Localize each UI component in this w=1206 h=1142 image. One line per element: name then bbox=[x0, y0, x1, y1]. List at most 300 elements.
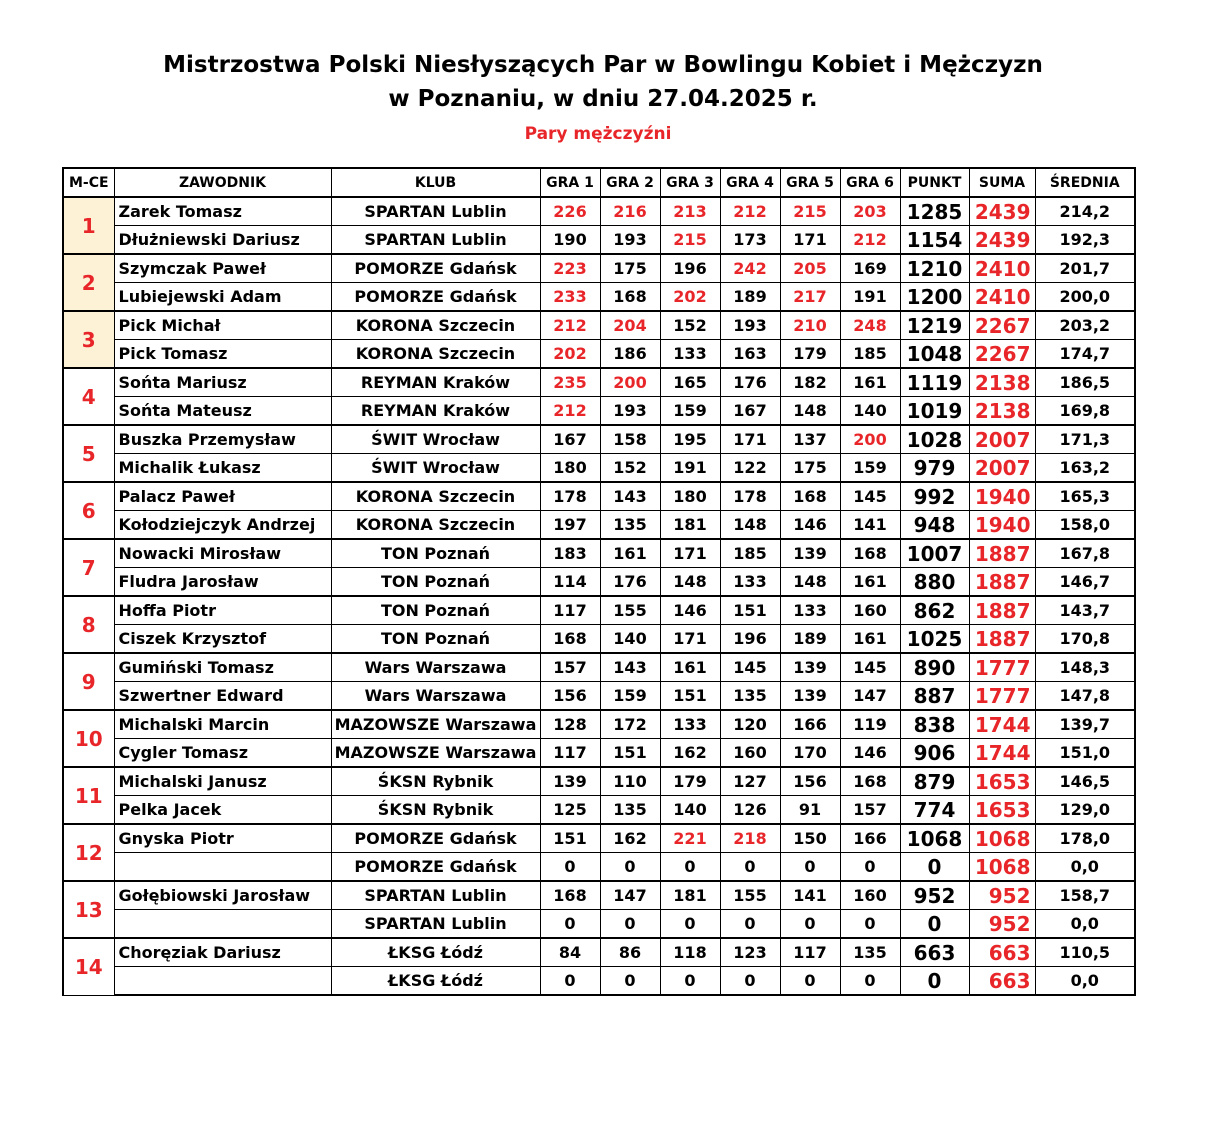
player-name: Pick Tomasz bbox=[114, 340, 331, 369]
game-score: 159 bbox=[600, 682, 660, 711]
document-title bbox=[0, 48, 1206, 116]
suma-cell: 1777 bbox=[969, 653, 1035, 682]
column-header: GRA 5 bbox=[780, 168, 840, 197]
game-score: 178 bbox=[540, 482, 600, 511]
place-cell: 11 bbox=[63, 767, 114, 824]
punkt-cell: 1025 bbox=[900, 625, 969, 654]
srednia-cell: 143,7 bbox=[1035, 596, 1135, 625]
game-score: 185 bbox=[840, 340, 900, 369]
game-score: 175 bbox=[780, 454, 840, 483]
srednia-cell: 0,0 bbox=[1035, 967, 1135, 996]
club-name: SPARTAN Lublin bbox=[331, 881, 540, 910]
place-cell: 8 bbox=[63, 596, 114, 653]
game-score: 162 bbox=[600, 824, 660, 853]
game-score: 165 bbox=[660, 368, 720, 397]
game-score: 160 bbox=[720, 739, 780, 768]
player-name: Michalik Łukasz bbox=[114, 454, 331, 483]
punkt-cell: 906 bbox=[900, 739, 969, 768]
game-score: 167 bbox=[540, 425, 600, 454]
club-name: ŚKSN Rybnik bbox=[331, 767, 540, 796]
suma-cell: 1887 bbox=[969, 568, 1035, 597]
suma-cell: 2410 bbox=[969, 283, 1035, 312]
game-score: 181 bbox=[660, 511, 720, 540]
place-cell: 4 bbox=[63, 368, 114, 425]
table-row bbox=[63, 397, 1135, 426]
column-header: ŚREDNIA bbox=[1035, 168, 1135, 197]
suma-cell: 1887 bbox=[969, 596, 1035, 625]
title-line-1: Mistrzostwa Polski Niesłyszących Par w Bowlingu Kobiet i Mężczyzn bbox=[163, 52, 1043, 78]
game-score: 155 bbox=[720, 881, 780, 910]
srednia-cell: 139,7 bbox=[1035, 710, 1135, 739]
table-row bbox=[63, 767, 1135, 796]
game-score: 120 bbox=[720, 710, 780, 739]
game-score: 118 bbox=[660, 938, 720, 967]
table-row bbox=[63, 254, 1135, 283]
game-score: 145 bbox=[840, 653, 900, 682]
game-score: 189 bbox=[720, 283, 780, 312]
player-name: Gumiński Tomasz bbox=[114, 653, 331, 682]
punkt-cell: 879 bbox=[900, 767, 969, 796]
table-row bbox=[63, 197, 1135, 226]
table-row bbox=[63, 311, 1135, 340]
game-score: 110 bbox=[600, 767, 660, 796]
game-score: 196 bbox=[720, 625, 780, 654]
club-name: ŁKSG Łódź bbox=[331, 938, 540, 967]
player-name: Ciszek Krzysztof bbox=[114, 625, 331, 654]
game-score: 171 bbox=[660, 625, 720, 654]
suma-cell: 2267 bbox=[969, 340, 1035, 369]
game-score: 226 bbox=[540, 197, 600, 226]
club-name: TON Poznań bbox=[331, 568, 540, 597]
game-score: 182 bbox=[780, 368, 840, 397]
player-name: Choręziak Dariusz bbox=[114, 938, 331, 967]
srednia-cell: 148,3 bbox=[1035, 653, 1135, 682]
game-score: 151 bbox=[540, 824, 600, 853]
game-score: 0 bbox=[540, 910, 600, 939]
table-row bbox=[63, 824, 1135, 853]
header-row bbox=[63, 168, 1135, 197]
game-score: 171 bbox=[660, 539, 720, 568]
column-header: SUMA bbox=[969, 168, 1035, 197]
game-score: 155 bbox=[600, 596, 660, 625]
suma-cell: 663 bbox=[969, 938, 1035, 967]
suma-cell: 2439 bbox=[969, 226, 1035, 255]
game-score: 140 bbox=[600, 625, 660, 654]
game-score: 140 bbox=[840, 397, 900, 426]
suma-cell: 1940 bbox=[969, 511, 1035, 540]
game-score: 203 bbox=[840, 197, 900, 226]
game-score: 123 bbox=[720, 938, 780, 967]
column-header: M-CE bbox=[63, 168, 114, 197]
game-score: 117 bbox=[540, 596, 600, 625]
game-score: 242 bbox=[720, 254, 780, 283]
table-row bbox=[63, 340, 1135, 369]
game-score: 173 bbox=[720, 226, 780, 255]
suma-cell: 1744 bbox=[969, 739, 1035, 768]
game-score: 0 bbox=[600, 910, 660, 939]
table-row bbox=[63, 625, 1135, 654]
place-cell: 3 bbox=[63, 311, 114, 368]
club-name: SPARTAN Lublin bbox=[331, 910, 540, 939]
punkt-cell: 1068 bbox=[900, 824, 969, 853]
srednia-cell: 146,7 bbox=[1035, 568, 1135, 597]
results-body bbox=[63, 197, 1135, 995]
table-row bbox=[63, 739, 1135, 768]
game-score: 0 bbox=[780, 910, 840, 939]
game-score: 179 bbox=[780, 340, 840, 369]
place-cell: 2 bbox=[63, 254, 114, 311]
game-score: 210 bbox=[780, 311, 840, 340]
club-name: POMORZE Gdańsk bbox=[331, 254, 540, 283]
game-score: 178 bbox=[720, 482, 780, 511]
game-score: 196 bbox=[660, 254, 720, 283]
punkt-cell: 887 bbox=[900, 682, 969, 711]
srednia-cell: 151,0 bbox=[1035, 739, 1135, 768]
club-name: Wars Warszawa bbox=[331, 653, 540, 682]
player-name: Fludra Jarosław bbox=[114, 568, 331, 597]
game-score: 0 bbox=[780, 967, 840, 996]
game-score: 179 bbox=[660, 767, 720, 796]
srednia-cell: 167,8 bbox=[1035, 539, 1135, 568]
club-name: TON Poznań bbox=[331, 596, 540, 625]
srednia-cell: 0,0 bbox=[1035, 910, 1135, 939]
table-row bbox=[63, 425, 1135, 454]
table-row bbox=[63, 568, 1135, 597]
table-row bbox=[63, 596, 1135, 625]
game-score: 213 bbox=[660, 197, 720, 226]
punkt-cell: 1048 bbox=[900, 340, 969, 369]
srednia-cell: 214,2 bbox=[1035, 197, 1135, 226]
column-header: ZAWODNIK bbox=[114, 168, 331, 197]
game-score: 147 bbox=[600, 881, 660, 910]
game-score: 162 bbox=[660, 739, 720, 768]
game-score: 0 bbox=[840, 910, 900, 939]
game-score: 191 bbox=[660, 454, 720, 483]
place-cell: 10 bbox=[63, 710, 114, 767]
club-name: KORONA Szczecin bbox=[331, 311, 540, 340]
punkt-cell: 948 bbox=[900, 511, 969, 540]
suma-cell: 1653 bbox=[969, 796, 1035, 825]
place-cell: 9 bbox=[63, 653, 114, 710]
punkt-cell: 838 bbox=[900, 710, 969, 739]
game-score: 150 bbox=[780, 824, 840, 853]
game-score: 152 bbox=[660, 311, 720, 340]
game-score: 157 bbox=[540, 653, 600, 682]
club-name: REYMAN Kraków bbox=[331, 397, 540, 426]
game-score: 200 bbox=[600, 368, 660, 397]
game-score: 183 bbox=[540, 539, 600, 568]
punkt-cell: 992 bbox=[900, 482, 969, 511]
suma-cell: 2007 bbox=[969, 454, 1035, 483]
game-score: 161 bbox=[840, 368, 900, 397]
game-score: 217 bbox=[780, 283, 840, 312]
game-score: 191 bbox=[840, 283, 900, 312]
game-score: 135 bbox=[720, 682, 780, 711]
game-score: 141 bbox=[780, 881, 840, 910]
game-score: 126 bbox=[720, 796, 780, 825]
game-score: 172 bbox=[600, 710, 660, 739]
game-score: 148 bbox=[780, 397, 840, 426]
game-score: 216 bbox=[600, 197, 660, 226]
game-score: 139 bbox=[780, 653, 840, 682]
game-score: 141 bbox=[840, 511, 900, 540]
club-name: REYMAN Kraków bbox=[331, 368, 540, 397]
column-header: PUNKT bbox=[900, 168, 969, 197]
player-name: Hoffa Piotr bbox=[114, 596, 331, 625]
game-score: 161 bbox=[600, 539, 660, 568]
results-table bbox=[62, 167, 1136, 996]
suma-cell: 2439 bbox=[969, 197, 1035, 226]
game-score: 160 bbox=[840, 881, 900, 910]
game-score: 223 bbox=[540, 254, 600, 283]
game-score: 170 bbox=[780, 739, 840, 768]
game-score: 193 bbox=[600, 397, 660, 426]
place-cell: 14 bbox=[63, 938, 114, 995]
game-score: 0 bbox=[600, 853, 660, 882]
player-name: Michalski Janusz bbox=[114, 767, 331, 796]
game-score: 233 bbox=[540, 283, 600, 312]
game-score: 168 bbox=[780, 482, 840, 511]
game-score: 171 bbox=[720, 425, 780, 454]
punkt-cell: 979 bbox=[900, 454, 969, 483]
club-name: TON Poznań bbox=[331, 539, 540, 568]
game-score: 212 bbox=[540, 311, 600, 340]
column-header: GRA 4 bbox=[720, 168, 780, 197]
club-name: ŚWIT Wrocław bbox=[331, 454, 540, 483]
srednia-cell: 171,3 bbox=[1035, 425, 1135, 454]
game-score: 146 bbox=[780, 511, 840, 540]
game-score: 0 bbox=[660, 967, 720, 996]
game-score: 152 bbox=[600, 454, 660, 483]
game-score: 189 bbox=[780, 625, 840, 654]
game-score: 169 bbox=[840, 254, 900, 283]
place-cell: 13 bbox=[63, 881, 114, 938]
srednia-cell: 178,0 bbox=[1035, 824, 1135, 853]
srednia-cell: 165,3 bbox=[1035, 482, 1135, 511]
place-cell: 5 bbox=[63, 425, 114, 482]
srednia-cell: 174,7 bbox=[1035, 340, 1135, 369]
game-score: 125 bbox=[540, 796, 600, 825]
srednia-cell: 163,2 bbox=[1035, 454, 1135, 483]
srednia-cell: 170,8 bbox=[1035, 625, 1135, 654]
srednia-cell: 186,5 bbox=[1035, 368, 1135, 397]
table-row bbox=[63, 482, 1135, 511]
game-score: 117 bbox=[780, 938, 840, 967]
punkt-cell: 774 bbox=[900, 796, 969, 825]
game-score: 160 bbox=[840, 596, 900, 625]
punkt-cell: 1210 bbox=[900, 254, 969, 283]
punkt-cell: 1219 bbox=[900, 311, 969, 340]
game-score: 158 bbox=[600, 425, 660, 454]
game-score: 0 bbox=[720, 853, 780, 882]
game-score: 117 bbox=[540, 739, 600, 768]
game-score: 166 bbox=[840, 824, 900, 853]
srednia-cell: 158,0 bbox=[1035, 511, 1135, 540]
suma-cell: 1653 bbox=[969, 767, 1035, 796]
game-score: 156 bbox=[780, 767, 840, 796]
player-name: Lubiejewski Adam bbox=[114, 283, 331, 312]
club-name: POMORZE Gdańsk bbox=[331, 853, 540, 882]
column-header: KLUB bbox=[331, 168, 540, 197]
game-score: 151 bbox=[600, 739, 660, 768]
category-subtitle: Pary mężczyźni bbox=[524, 124, 672, 144]
club-name: POMORZE Gdańsk bbox=[331, 824, 540, 853]
game-score: 186 bbox=[600, 340, 660, 369]
punkt-cell: 1285 bbox=[900, 197, 969, 226]
game-score: 235 bbox=[540, 368, 600, 397]
club-name: MAZOWSZE Warszawa bbox=[331, 739, 540, 768]
game-score: 190 bbox=[540, 226, 600, 255]
suma-cell: 1940 bbox=[969, 482, 1035, 511]
game-score: 148 bbox=[780, 568, 840, 597]
game-score: 139 bbox=[780, 682, 840, 711]
game-score: 168 bbox=[840, 767, 900, 796]
game-score: 135 bbox=[840, 938, 900, 967]
suma-cell: 2138 bbox=[969, 368, 1035, 397]
game-score: 147 bbox=[840, 682, 900, 711]
game-score: 200 bbox=[840, 425, 900, 454]
punkt-cell: 0 bbox=[900, 967, 969, 996]
game-score: 151 bbox=[720, 596, 780, 625]
game-score: 156 bbox=[540, 682, 600, 711]
srednia-cell: 192,3 bbox=[1035, 226, 1135, 255]
player-name: Szymczak Paweł bbox=[114, 254, 331, 283]
player-name: Sońta Mariusz bbox=[114, 368, 331, 397]
game-score: 143 bbox=[600, 653, 660, 682]
game-score: 212 bbox=[840, 226, 900, 255]
game-score: 146 bbox=[660, 596, 720, 625]
column-header: GRA 2 bbox=[600, 168, 660, 197]
game-score: 221 bbox=[660, 824, 720, 853]
game-score: 212 bbox=[540, 397, 600, 426]
game-score: 148 bbox=[660, 568, 720, 597]
suma-cell: 1744 bbox=[969, 710, 1035, 739]
game-score: 197 bbox=[540, 511, 600, 540]
club-name: ŚWIT Wrocław bbox=[331, 425, 540, 454]
suma-cell: 1777 bbox=[969, 682, 1035, 711]
srednia-cell: 147,8 bbox=[1035, 682, 1135, 711]
game-score: 204 bbox=[600, 311, 660, 340]
place-cell: 6 bbox=[63, 482, 114, 539]
table-row bbox=[63, 454, 1135, 483]
game-score: 86 bbox=[600, 938, 660, 967]
game-score: 171 bbox=[780, 226, 840, 255]
table-row bbox=[63, 226, 1135, 255]
game-score: 161 bbox=[660, 653, 720, 682]
player-name bbox=[114, 853, 331, 882]
game-score: 133 bbox=[660, 340, 720, 369]
place-cell: 7 bbox=[63, 539, 114, 596]
punkt-cell: 1200 bbox=[900, 283, 969, 312]
club-name: ŁKSG Łódź bbox=[331, 967, 540, 996]
table-row bbox=[63, 653, 1135, 682]
punkt-cell: 890 bbox=[900, 653, 969, 682]
suma-cell: 1887 bbox=[969, 539, 1035, 568]
game-score: 176 bbox=[720, 368, 780, 397]
suma-cell: 1068 bbox=[969, 853, 1035, 882]
table-row bbox=[63, 682, 1135, 711]
player-name: Michalski Marcin bbox=[114, 710, 331, 739]
game-score: 167 bbox=[720, 397, 780, 426]
suma-cell: 952 bbox=[969, 881, 1035, 910]
srednia-cell: 201,7 bbox=[1035, 254, 1135, 283]
club-name: SPARTAN Lublin bbox=[331, 197, 540, 226]
game-score: 91 bbox=[780, 796, 840, 825]
game-score: 137 bbox=[780, 425, 840, 454]
game-score: 202 bbox=[540, 340, 600, 369]
game-score: 212 bbox=[720, 197, 780, 226]
game-score: 0 bbox=[540, 967, 600, 996]
suma-cell: 1068 bbox=[969, 824, 1035, 853]
game-score: 0 bbox=[660, 853, 720, 882]
game-score: 180 bbox=[540, 454, 600, 483]
player-name: Kołodziejczyk Andrzej bbox=[114, 511, 331, 540]
punkt-cell: 0 bbox=[900, 853, 969, 882]
game-score: 193 bbox=[600, 226, 660, 255]
player-name: Sońta Mateusz bbox=[114, 397, 331, 426]
game-score: 0 bbox=[840, 853, 900, 882]
player-name: Cygler Tomasz bbox=[114, 739, 331, 768]
table-row bbox=[63, 938, 1135, 967]
srednia-cell: 200,0 bbox=[1035, 283, 1135, 312]
game-score: 140 bbox=[660, 796, 720, 825]
game-score: 166 bbox=[780, 710, 840, 739]
club-name: KORONA Szczecin bbox=[331, 340, 540, 369]
game-score: 122 bbox=[720, 454, 780, 483]
game-score: 139 bbox=[540, 767, 600, 796]
punkt-cell: 0 bbox=[900, 910, 969, 939]
game-score: 159 bbox=[840, 454, 900, 483]
game-score: 114 bbox=[540, 568, 600, 597]
club-name: MAZOWSZE Warszawa bbox=[331, 710, 540, 739]
player-name: Gnyska Piotr bbox=[114, 824, 331, 853]
table-row bbox=[63, 539, 1135, 568]
game-score: 151 bbox=[660, 682, 720, 711]
game-score: 168 bbox=[540, 625, 600, 654]
srednia-cell: 169,8 bbox=[1035, 397, 1135, 426]
table-row bbox=[63, 796, 1135, 825]
title-line-2: w Poznaniu, w dniu 27.04.2025 r. bbox=[388, 86, 818, 112]
game-score: 159 bbox=[660, 397, 720, 426]
punkt-cell: 1154 bbox=[900, 226, 969, 255]
club-name: Wars Warszawa bbox=[331, 682, 540, 711]
player-name: Pick Michał bbox=[114, 311, 331, 340]
game-score: 128 bbox=[540, 710, 600, 739]
game-score: 0 bbox=[780, 853, 840, 882]
punkt-cell: 1019 bbox=[900, 397, 969, 426]
game-score: 135 bbox=[600, 511, 660, 540]
game-score: 0 bbox=[600, 967, 660, 996]
game-score: 168 bbox=[840, 539, 900, 568]
table-row bbox=[63, 368, 1135, 397]
game-score: 0 bbox=[720, 967, 780, 996]
game-score: 0 bbox=[540, 853, 600, 882]
column-header: GRA 3 bbox=[660, 168, 720, 197]
game-score: 248 bbox=[840, 311, 900, 340]
club-name: KORONA Szczecin bbox=[331, 511, 540, 540]
punkt-cell: 1007 bbox=[900, 539, 969, 568]
table-row bbox=[63, 967, 1135, 996]
srednia-cell: 158,7 bbox=[1035, 881, 1135, 910]
player-name: Zarek Tomasz bbox=[114, 197, 331, 226]
game-score: 195 bbox=[660, 425, 720, 454]
game-score: 139 bbox=[780, 539, 840, 568]
suma-cell: 2007 bbox=[969, 425, 1035, 454]
punkt-cell: 1119 bbox=[900, 368, 969, 397]
player-name: Dłużniewski Dariusz bbox=[114, 226, 331, 255]
player-name: Nowacki Mirosław bbox=[114, 539, 331, 568]
game-score: 181 bbox=[660, 881, 720, 910]
